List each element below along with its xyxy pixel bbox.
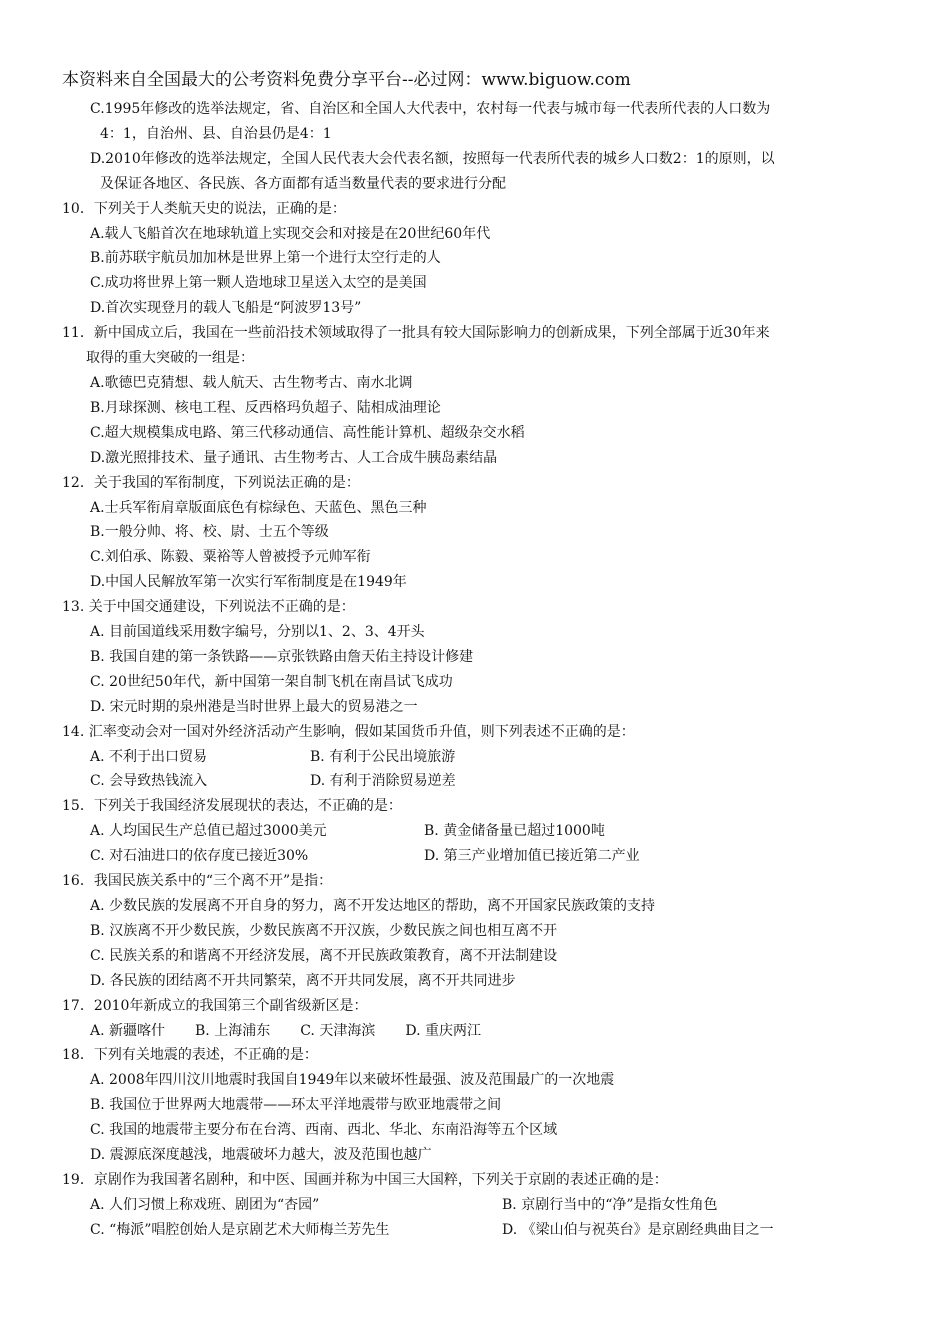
- q12-option-a: A.士兵军衔肩章版面底色有棕绿色、天蓝色、黑色三种: [90, 499, 427, 516]
- q17-option-b: B. 上海浦东: [195, 1022, 271, 1039]
- q18-option-c: C. 我国的地震带主要分布在台湾、西南、西北、华北、东南沿海等五个区域: [90, 1122, 558, 1139]
- q11-stem-cont: 取得的重大突破的一组是：: [86, 350, 254, 367]
- q11-stem: 11．新中国成立后，我国在一些前沿技术领域取得了一批具有较大国际影响力的创新成果，下列全部属于近30年来: [62, 325, 770, 342]
- q19-stem: 19．京剧作为我国著名剧种，和中医、国画并称为中国三大国粹，下列关于京剧的表述正确的是：: [62, 1171, 668, 1188]
- q12-option-c: C.刘伯承、陈毅、粟裕等人曾被授予元帅军衔: [90, 549, 371, 566]
- q13-option-c: C. 20世纪50年代，新中国第一架自制飞机在南昌试飞成功: [90, 673, 453, 690]
- q19-option-b: B. 京剧行当中的“净”是指女性角色: [502, 1196, 718, 1213]
- q16-stem: 16．我国民族关系中的“三个离不开”是指：: [62, 873, 333, 890]
- q15-option-d: D. 第三产业增加值已接近第二产业: [424, 848, 640, 865]
- q19-option-c: C. “梅派”唱腔创始人是京剧艺术大师梅兰芳先生: [90, 1221, 390, 1238]
- q19-options-row-2: [62, 1218, 898, 1243]
- q10-option-c: C.成功将世界上第一颗人造地球卫星送入太空的是美国: [90, 275, 427, 292]
- q15-option-b: B. 黄金储备量已超过1000吨: [424, 823, 605, 840]
- q13-option-b: B. 我国自建的第一条铁路——京张铁路由詹天佑主持设计修建: [90, 648, 474, 665]
- q10-option-d: D.首次实现登月的载人飞船是“阿波罗13号”: [90, 300, 362, 317]
- q17-option-a: A. 新疆喀什: [90, 1022, 166, 1039]
- q11-option-c: C.超大规模集成电路、第三代移动通信、高性能计算机、超级杂交水稻: [90, 424, 525, 441]
- q9-option-c: C.1995年修改的选举法规定，省、自治区和全国人大代表中，农村每一代表与城市每一代表所代表的人口数为: [90, 101, 771, 117]
- q9-option-c-cont: 4：1，自治州、县、自治县仍是4：1: [100, 125, 332, 142]
- question-list: [62, 97, 898, 1243]
- q14-option-b: B. 有利于公民出境旅游: [310, 748, 456, 765]
- q16-option-a: A. 少数民族的发展离不开自身的努力，离不开发达地区的帮助，离不开国家民族政策的支持: [90, 898, 656, 914]
- q10-option-a: A.载人飞船首次在地球轨道上实现交会和对接是在20世纪60年代: [90, 225, 491, 242]
- source-header: 本资料来自全国最大的公考资料免费分享平台--必过网：www.biguow.com: [62, 70, 631, 90]
- q12-option-d: D.中国人民解放军第一次实行军衔制度是在1949年: [90, 574, 407, 591]
- q9-option-d-cont: 及保证各地区、各民族、各方面都有适当数量代表的要求进行分配: [100, 175, 506, 192]
- q19-option-d: D. 《梁山伯与祝英台》是京剧经典曲目之一: [502, 1221, 774, 1238]
- q18-option-d: D. 震源底深度越浅，地震破坏力越大，波及范围也越广: [90, 1147, 432, 1164]
- q17-stem: 17．2010年新成立的我国第三个副省级新区是：: [62, 997, 368, 1014]
- q15-options-row-1: [62, 819, 898, 844]
- q14-option-a: A. 不利于出口贸易: [90, 748, 208, 765]
- q18-option-b: B. 我国位于世界两大地震带——环太平洋地震带与欧亚地震带之间: [90, 1097, 502, 1114]
- q14-options-row-2: [62, 769, 898, 794]
- q9-option-d: D.2010年修改的选举法规定，全国人民代表大会代表名额，按照每一代表所代表的城乡人口数2：1的原则，以: [90, 150, 775, 167]
- q18-option-a: A. 2008年四川汶川地震时我国自1949年以来破坏性最强、波及范围最广的一次地震: [90, 1072, 615, 1089]
- q14-option-c: C. 会导致热钱流入: [90, 773, 208, 790]
- q12-option-b: B.一般分帅、将、校、尉、士五个等级: [90, 524, 329, 541]
- q14-option-d: D. 有利于消除贸易逆差: [310, 773, 456, 790]
- q13-stem: 13. 关于中国交通建设，下列说法不正确的是：: [62, 599, 355, 616]
- q13-option-d: D. 宋元时期的泉州港是当时世界上最大的贸易港之一: [90, 698, 418, 715]
- q10-stem: 10．下列关于人类航天史的说法，正确的是：: [62, 200, 346, 217]
- q19-options-row-1: [62, 1193, 898, 1218]
- q11-option-b: B.月球探测、核电工程、反西格玛负超子、陆相成油理论: [90, 399, 441, 416]
- q11-option-d: D.激光照排技术、量子通讯、古生物考古、人工合成牛胰岛素结晶: [90, 449, 498, 466]
- q14-options-row-1: [62, 745, 898, 770]
- q17-option-d: D. 重庆两江: [405, 1022, 481, 1039]
- q15-stem: 15．下列关于我国经济发展现状的表达，不正确的是：: [62, 798, 402, 815]
- q13-option-a: A. 目前国道线采用数字编号，分别以1、2、3、4开头: [90, 624, 425, 641]
- q14-stem: 14. 汇率变动会对一国对外经济活动产生影响，假如某国货币升值，则下列表述不正确的是：: [62, 723, 635, 740]
- q15-options-row-2: [62, 844, 898, 869]
- q11-option-a: A.歌德巴克猜想、载人航天、古生物考古、南水北调: [90, 374, 413, 391]
- q18-stem: 18．下列有关地震的表述，不正确的是：: [62, 1047, 318, 1064]
- q16-option-c: C. 民族关系的和谐离不开经济发展，离不开民族政策教育，离不开法制建设: [90, 947, 558, 964]
- q10-option-b: B.前苏联宇航员加加林是世界上第一个进行太空行走的人: [90, 250, 441, 267]
- q15-option-c: C. 对石油进口的依存度已接近30%: [90, 848, 309, 865]
- q16-option-b: B. 汉族离不开少数民族，少数民族离不开汉族，少数民族之间也相互离不开: [90, 922, 558, 939]
- q12-stem: 12．关于我国的军衔制度，下列说法正确的是：: [62, 474, 360, 491]
- q17-option-c: C. 天津海滨: [300, 1022, 376, 1039]
- q15-option-a: A. 人均国民生产总值已超过3000美元: [90, 823, 327, 840]
- q16-option-d: D. 各民族的团结离不开共同繁荣，离不开共同发展，离不开共同进步: [90, 972, 516, 989]
- q17-options-row: [62, 1019, 898, 1044]
- q19-option-a: A. 人们习惯上称戏班、剧团为“杏园”: [90, 1196, 320, 1213]
